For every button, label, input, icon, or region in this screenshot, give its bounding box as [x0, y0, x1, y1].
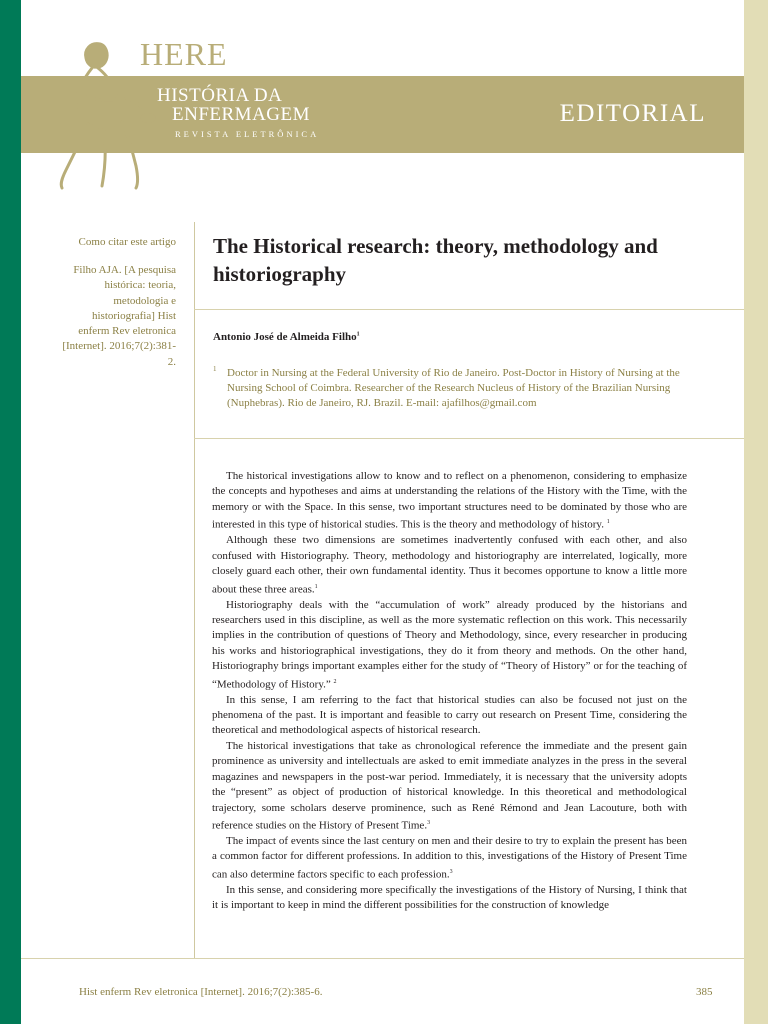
article-title: The Historical research: theory, methodology and historiography — [213, 234, 658, 286]
title-divider — [194, 309, 744, 310]
body-paragraph: In this sense, I am referring to the fact that historical studies can also be focused not just on the phenomena of the past. It is important and feasible to carry out research on Present Time, considering the theoretical and methodological aspects of historical research. — [212, 693, 687, 737]
body-paragraph: The impact of events since the last century on men and their desire to try to explain the present has been a common factor for different professions. In addition to this, investigations of the History of Present Time can also determine factors specific to each profession.$^3$ — [212, 834, 687, 881]
column-divider — [194, 222, 195, 958]
body-paragraph: Historiography deals with the “accumulation of work” already produced by the historians and researchers used in this discipline, as well as the more systematic reflection on this work. This necessarily implies in the contribution of questions of Theory and Methodology, since, every researcher in producing his works and historiographical investigations, they do it from theory and methods. On the other hand, Historiography brings important examples either for the study of “Theory of History” or for the teaching of “Methodology of History.” $^2$ — [212, 598, 687, 691]
journal-name-line2: ENFERMAGEM — [172, 104, 311, 125]
citation-text: Filho AJA. [A pesquisa histórica: teoria, metodologia e historiografia] Hist enferm Rev eletronica [Internet]. 2016;7(2):381-2. — [62, 264, 176, 368]
body-paragraph: Although these two dimensions are sometimes inadvertently confused with each other, and also confused with Historiography. Theory, methodology and historiography are interrelated, logically, more closely guard each other, their own fundamental identity. Thus it becomes opportune to know a little more about these three areas.$^1$ — [212, 534, 687, 596]
section-label: EDITORIAL — [559, 100, 706, 127]
page-number: 385 — [696, 986, 713, 998]
right-beige-strip — [744, 0, 768, 1024]
author-footnote-mark: 1 — [356, 331, 360, 338]
author-name — [213, 331, 360, 343]
affiliation-number: 1 — [213, 365, 217, 373]
author-name-text: Antonio José de Almeida Filho — [213, 331, 357, 343]
citation-label: Como citar este artigo — [78, 236, 176, 248]
brand-name: HERE — [140, 36, 228, 72]
body-paragraph: In this sense, and considering more specifically the investigations of the History of Nursing, I think that it is important to keep in mind the different possibilities for the construction of knowledge — [212, 883, 687, 912]
journal-name-line1: HISTÓRIA DA — [157, 85, 283, 106]
author-affiliation: Doctor in Nursing at the Federal University of Rio de Janeiro. Post-Doctor in History of Nursing at the Nursing School of Coimbra. Researcher of the Research Nucleus of History of the Brazilian Nursing (Nuphebras). Rio de Janeiro, RJ. Brazil. E-mail: ajafilhos@gmail.com — [227, 367, 680, 410]
footer-divider — [21, 958, 744, 959]
journal-subtitle: REVISTA ELETRÔNICA — [175, 129, 320, 139]
footer-citation: Hist enferm Rev eletronica [Internet]. 2016;7(2):385-6. — [79, 986, 323, 998]
body-paragraph: The historical investigations that take as chronological reference the immediate and the present gain prominence as university and intellectuals are asked to emit immediate analyzes in the press in the several magazines and newspapers in the post-war period. Immediately, it is necessary that the university adopts the “present” as object of production of historical knowledge. In this theoretical and methodological trajectory, some scholars deserve prominence, such as René Rémond and Jean Lacouture, both with reference studies on the History of Present Time.$^3$ — [212, 739, 687, 832]
body-paragraph: The historical investigations allow to know and to reflect on a phenomenon, considering to emphasize the concepts and hypotheses and aims at understanding the relations of the History with the Time, with the memory or with the Space. In this sense, two important structures need to be dominated by those who are interested in this type of historical studies. This is the theory and methodology of history. $^1$ — [212, 470, 687, 531]
affiliation-divider — [194, 438, 744, 439]
article-body — [212, 469, 687, 914]
left-green-bar — [0, 0, 21, 1024]
